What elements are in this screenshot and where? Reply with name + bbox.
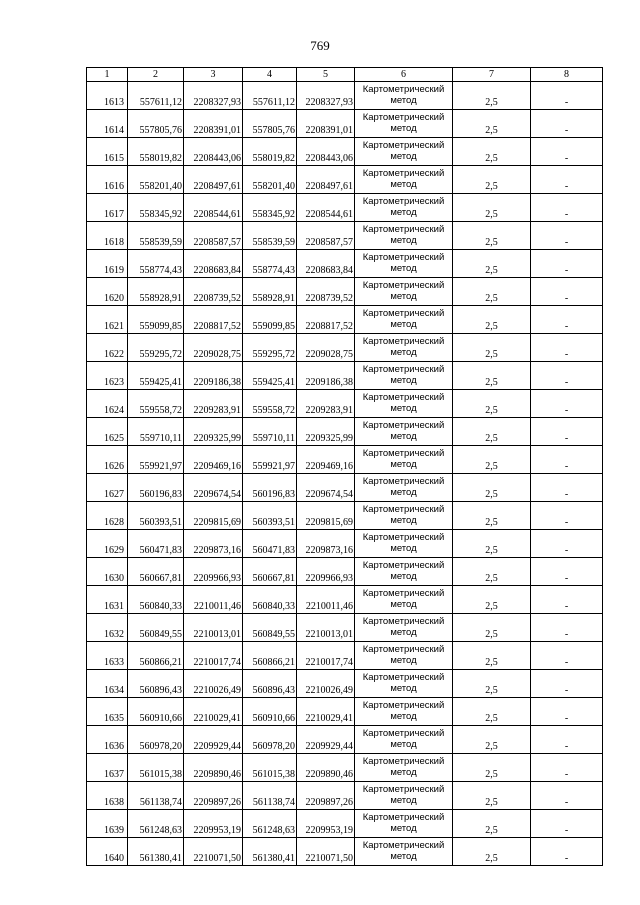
point-number-cell: 1627 — [87, 474, 128, 502]
y-coord-cell: 2209028,75 — [297, 334, 355, 362]
x-coord-cell: 560667,81 — [128, 558, 184, 586]
x-coord-cell: 560849,55 — [243, 614, 297, 642]
x-coord-cell: 559099,85 — [243, 306, 297, 334]
x-coord-cell: 560393,51 — [243, 502, 297, 530]
note-cell: - — [531, 446, 603, 474]
x-coord-cell: 557805,76 — [128, 110, 184, 138]
point-number-cell: 1616 — [87, 166, 128, 194]
y-coord-cell: 2208817,52 — [297, 306, 355, 334]
note-cell: - — [531, 558, 603, 586]
point-number-cell: 1637 — [87, 754, 128, 782]
x-coord-cell: 559558,72 — [243, 390, 297, 418]
x-coord-cell: 559710,11 — [128, 418, 184, 446]
note-cell: - — [531, 502, 603, 530]
method-cell: Картометрический метод — [355, 110, 453, 138]
method-cell: Картометрический метод — [355, 558, 453, 586]
header-cell: 7 — [453, 68, 531, 82]
method-cell: Картометрический метод — [355, 278, 453, 306]
table-row — [87, 502, 603, 530]
table-row — [87, 558, 603, 586]
method-cell: Картометрический метод — [355, 250, 453, 278]
accuracy-cell: 2,5 — [453, 586, 531, 614]
method-cell: Картометрический метод — [355, 138, 453, 166]
y-coord-cell: 2210026,49 — [297, 670, 355, 698]
note-cell: - — [531, 334, 603, 362]
x-coord-cell: 558019,82 — [128, 138, 184, 166]
header-cell: 4 — [243, 68, 297, 82]
x-coord-cell: 560849,55 — [128, 614, 184, 642]
point-number-cell: 1638 — [87, 782, 128, 810]
note-cell: - — [531, 614, 603, 642]
point-number-cell: 1621 — [87, 306, 128, 334]
x-coord-cell: 558345,92 — [243, 194, 297, 222]
accuracy-cell: 2,5 — [453, 278, 531, 306]
y-coord-cell: 2209890,46 — [297, 754, 355, 782]
coordinates-table — [86, 67, 603, 866]
method-cell: Картометрический метод — [355, 754, 453, 782]
y-coord-cell: 2208683,84 — [184, 250, 243, 278]
note-cell: - — [531, 278, 603, 306]
point-number-cell: 1617 — [87, 194, 128, 222]
method-cell: Картометрический метод — [355, 82, 453, 110]
note-cell: - — [531, 670, 603, 698]
method-cell: Картометрический метод — [355, 306, 453, 334]
point-number-cell: 1626 — [87, 446, 128, 474]
y-coord-cell: 2208327,93 — [184, 82, 243, 110]
table-row — [87, 306, 603, 334]
point-number-cell: 1631 — [87, 586, 128, 614]
x-coord-cell: 560910,66 — [128, 698, 184, 726]
x-coord-cell: 558539,59 — [128, 222, 184, 250]
table-row — [87, 614, 603, 642]
x-coord-cell: 558928,91 — [243, 278, 297, 306]
accuracy-cell: 2,5 — [453, 418, 531, 446]
method-cell: Картометрический метод — [355, 446, 453, 474]
table-row — [87, 586, 603, 614]
y-coord-cell: 2209897,26 — [184, 782, 243, 810]
x-coord-cell: 560840,33 — [128, 586, 184, 614]
table-row — [87, 782, 603, 810]
method-cell: Картометрический метод — [355, 838, 453, 866]
method-cell: Картометрический метод — [355, 810, 453, 838]
method-cell: Картометрический метод — [355, 726, 453, 754]
x-coord-cell: 561248,63 — [128, 810, 184, 838]
y-coord-cell: 2208587,57 — [184, 222, 243, 250]
y-coord-cell: 2209325,99 — [184, 418, 243, 446]
table-row — [87, 810, 603, 838]
y-coord-cell: 2209469,16 — [184, 446, 243, 474]
table-header-row — [87, 68, 603, 82]
y-coord-cell: 2209953,19 — [184, 810, 243, 838]
x-coord-cell: 560471,83 — [128, 530, 184, 558]
method-cell: Картометрический метод — [355, 334, 453, 362]
accuracy-cell: 2,5 — [453, 390, 531, 418]
y-coord-cell: 2208587,57 — [297, 222, 355, 250]
table-row — [87, 82, 603, 110]
method-cell: Картометрический метод — [355, 530, 453, 558]
accuracy-cell: 2,5 — [453, 138, 531, 166]
y-coord-cell: 2209186,38 — [184, 362, 243, 390]
point-number-cell: 1614 — [87, 110, 128, 138]
y-coord-cell: 2210013,01 — [297, 614, 355, 642]
x-coord-cell: 560471,83 — [243, 530, 297, 558]
header-cell: 3 — [184, 68, 243, 82]
x-coord-cell: 559710,11 — [243, 418, 297, 446]
x-coord-cell: 560393,51 — [128, 502, 184, 530]
table-row — [87, 446, 603, 474]
x-coord-cell: 560896,43 — [243, 670, 297, 698]
note-cell: - — [531, 642, 603, 670]
x-coord-cell: 560840,33 — [243, 586, 297, 614]
note-cell: - — [531, 586, 603, 614]
x-coord-cell: 557805,76 — [243, 110, 297, 138]
header-cell: 5 — [297, 68, 355, 82]
x-coord-cell: 558774,43 — [128, 250, 184, 278]
table-row — [87, 418, 603, 446]
note-cell: - — [531, 166, 603, 194]
point-number-cell: 1622 — [87, 334, 128, 362]
y-coord-cell: 2208497,61 — [184, 166, 243, 194]
table-body — [87, 68, 603, 866]
method-cell: Картометрический метод — [355, 474, 453, 502]
accuracy-cell: 2,5 — [453, 754, 531, 782]
method-cell: Картометрический метод — [355, 614, 453, 642]
note-cell: - — [531, 838, 603, 866]
y-coord-cell: 2209674,54 — [297, 474, 355, 502]
table-row — [87, 474, 603, 502]
y-coord-cell: 2209929,44 — [297, 726, 355, 754]
y-coord-cell: 2210013,01 — [184, 614, 243, 642]
y-coord-cell: 2209873,16 — [297, 530, 355, 558]
accuracy-cell: 2,5 — [453, 362, 531, 390]
y-coord-cell: 2208817,52 — [184, 306, 243, 334]
point-number-cell: 1636 — [87, 726, 128, 754]
x-coord-cell: 559099,85 — [128, 306, 184, 334]
accuracy-cell: 2,5 — [453, 110, 531, 138]
y-coord-cell: 2209966,93 — [184, 558, 243, 586]
y-coord-cell: 2209815,69 — [184, 502, 243, 530]
method-cell: Картометрический метод — [355, 390, 453, 418]
y-coord-cell: 2209966,93 — [297, 558, 355, 586]
method-cell: Картометрический метод — [355, 222, 453, 250]
table-row — [87, 670, 603, 698]
x-coord-cell: 560866,21 — [243, 642, 297, 670]
table-row — [87, 530, 603, 558]
y-coord-cell: 2210017,74 — [184, 642, 243, 670]
point-number-cell: 1625 — [87, 418, 128, 446]
accuracy-cell: 2,5 — [453, 558, 531, 586]
accuracy-cell: 2,5 — [453, 810, 531, 838]
y-coord-cell: 2208739,52 — [297, 278, 355, 306]
y-coord-cell: 2208443,06 — [297, 138, 355, 166]
point-number-cell: 1619 — [87, 250, 128, 278]
point-number-cell: 1634 — [87, 670, 128, 698]
point-number-cell: 1620 — [87, 278, 128, 306]
x-coord-cell: 560667,81 — [243, 558, 297, 586]
x-coord-cell: 560866,21 — [128, 642, 184, 670]
x-coord-cell: 559921,97 — [128, 446, 184, 474]
y-coord-cell: 2210029,41 — [184, 698, 243, 726]
table-row — [87, 754, 603, 782]
x-coord-cell: 559295,72 — [243, 334, 297, 362]
y-coord-cell: 2209674,54 — [184, 474, 243, 502]
x-coord-cell: 561248,63 — [243, 810, 297, 838]
x-coord-cell: 558774,43 — [243, 250, 297, 278]
table-row — [87, 138, 603, 166]
table-row — [87, 250, 603, 278]
accuracy-cell: 2,5 — [453, 222, 531, 250]
x-coord-cell: 561015,38 — [128, 754, 184, 782]
y-coord-cell: 2209469,16 — [297, 446, 355, 474]
point-number-cell: 1640 — [87, 838, 128, 866]
x-coord-cell: 559425,41 — [243, 362, 297, 390]
note-cell: - — [531, 810, 603, 838]
x-coord-cell: 560978,20 — [243, 726, 297, 754]
y-coord-cell: 2210011,46 — [297, 586, 355, 614]
x-coord-cell: 557611,12 — [243, 82, 297, 110]
x-coord-cell: 558928,91 — [128, 278, 184, 306]
x-coord-cell: 561138,74 — [128, 782, 184, 810]
note-cell: - — [531, 754, 603, 782]
y-coord-cell: 2208443,06 — [184, 138, 243, 166]
x-coord-cell: 557611,12 — [128, 82, 184, 110]
x-coord-cell: 558539,59 — [243, 222, 297, 250]
table-row — [87, 222, 603, 250]
method-cell: Картометрический метод — [355, 194, 453, 222]
method-cell: Картометрический метод — [355, 782, 453, 810]
y-coord-cell: 2210071,50 — [297, 838, 355, 866]
note-cell: - — [531, 194, 603, 222]
accuracy-cell: 2,5 — [453, 698, 531, 726]
table-row — [87, 194, 603, 222]
y-coord-cell: 2208391,01 — [184, 110, 243, 138]
method-cell: Картометрический метод — [355, 642, 453, 670]
y-coord-cell: 2208391,01 — [297, 110, 355, 138]
x-coord-cell: 560910,66 — [243, 698, 297, 726]
note-cell: - — [531, 138, 603, 166]
accuracy-cell: 2,5 — [453, 82, 531, 110]
accuracy-cell: 2,5 — [453, 726, 531, 754]
y-coord-cell: 2209953,19 — [297, 810, 355, 838]
header-cell: 1 — [87, 68, 128, 82]
point-number-cell: 1632 — [87, 614, 128, 642]
x-coord-cell: 561015,38 — [243, 754, 297, 782]
method-cell: Картометрический метод — [355, 502, 453, 530]
note-cell: - — [531, 530, 603, 558]
table-row — [87, 390, 603, 418]
y-coord-cell: 2210017,74 — [297, 642, 355, 670]
note-cell: - — [531, 726, 603, 754]
table-row — [87, 110, 603, 138]
x-coord-cell: 558201,40 — [128, 166, 184, 194]
accuracy-cell: 2,5 — [453, 474, 531, 502]
y-coord-cell: 2209897,26 — [297, 782, 355, 810]
y-coord-cell: 2208683,84 — [297, 250, 355, 278]
method-cell: Картометрический метод — [355, 670, 453, 698]
accuracy-cell: 2,5 — [453, 334, 531, 362]
table-row — [87, 838, 603, 866]
table-row — [87, 334, 603, 362]
point-number-cell: 1615 — [87, 138, 128, 166]
accuracy-cell: 2,5 — [453, 306, 531, 334]
accuracy-cell: 2,5 — [453, 838, 531, 866]
accuracy-cell: 2,5 — [453, 530, 531, 558]
point-number-cell: 1639 — [87, 810, 128, 838]
note-cell: - — [531, 82, 603, 110]
header-cell: 6 — [355, 68, 453, 82]
x-coord-cell: 559558,72 — [128, 390, 184, 418]
point-number-cell: 1630 — [87, 558, 128, 586]
x-coord-cell: 561138,74 — [243, 782, 297, 810]
y-coord-cell: 2209929,44 — [184, 726, 243, 754]
y-coord-cell: 2208544,61 — [184, 194, 243, 222]
x-coord-cell: 560196,83 — [128, 474, 184, 502]
table-row — [87, 698, 603, 726]
y-coord-cell: 2210026,49 — [184, 670, 243, 698]
note-cell: - — [531, 782, 603, 810]
note-cell: - — [531, 306, 603, 334]
y-coord-cell: 2209815,69 — [297, 502, 355, 530]
y-coord-cell: 2209283,91 — [297, 390, 355, 418]
x-coord-cell: 558345,92 — [128, 194, 184, 222]
table-row — [87, 726, 603, 754]
point-number-cell: 1613 — [87, 82, 128, 110]
table-row — [87, 362, 603, 390]
method-cell: Картометрический метод — [355, 166, 453, 194]
table-row — [87, 166, 603, 194]
y-coord-cell: 2209283,91 — [184, 390, 243, 418]
header-cell: 8 — [531, 68, 603, 82]
x-coord-cell: 559425,41 — [128, 362, 184, 390]
note-cell: - — [531, 222, 603, 250]
accuracy-cell: 2,5 — [453, 782, 531, 810]
x-coord-cell: 560978,20 — [128, 726, 184, 754]
method-cell: Картометрический метод — [355, 586, 453, 614]
note-cell: - — [531, 110, 603, 138]
page-number: 769 — [310, 38, 330, 53]
header-cell: 2 — [128, 68, 184, 82]
y-coord-cell: 2209873,16 — [184, 530, 243, 558]
x-coord-cell: 561380,41 — [128, 838, 184, 866]
accuracy-cell: 2,5 — [453, 446, 531, 474]
y-coord-cell: 2210029,41 — [297, 698, 355, 726]
point-number-cell: 1623 — [87, 362, 128, 390]
y-coord-cell: 2209890,46 — [184, 754, 243, 782]
y-coord-cell: 2210071,50 — [184, 838, 243, 866]
point-number-cell: 1618 — [87, 222, 128, 250]
x-coord-cell: 558019,82 — [243, 138, 297, 166]
point-number-cell: 1633 — [87, 642, 128, 670]
y-coord-cell: 2210011,46 — [184, 586, 243, 614]
note-cell: - — [531, 418, 603, 446]
method-cell: Картометрический метод — [355, 418, 453, 446]
x-coord-cell: 559295,72 — [128, 334, 184, 362]
point-number-cell: 1624 — [87, 390, 128, 418]
y-coord-cell: 2209028,75 — [184, 334, 243, 362]
point-number-cell: 1629 — [87, 530, 128, 558]
x-coord-cell: 559921,97 — [243, 446, 297, 474]
point-number-cell: 1628 — [87, 502, 128, 530]
y-coord-cell: 2208544,61 — [297, 194, 355, 222]
y-coord-cell: 2208739,52 — [184, 278, 243, 306]
point-number-cell: 1635 — [87, 698, 128, 726]
x-coord-cell: 560896,43 — [128, 670, 184, 698]
method-cell: Картометрический метод — [355, 362, 453, 390]
x-coord-cell: 561380,41 — [243, 838, 297, 866]
method-cell: Картометрический метод — [355, 698, 453, 726]
table-row — [87, 642, 603, 670]
table-row — [87, 278, 603, 306]
accuracy-cell: 2,5 — [453, 166, 531, 194]
accuracy-cell: 2,5 — [453, 614, 531, 642]
x-coord-cell: 558201,40 — [243, 166, 297, 194]
note-cell: - — [531, 474, 603, 502]
y-coord-cell: 2209325,99 — [297, 418, 355, 446]
note-cell: - — [531, 250, 603, 278]
note-cell: - — [531, 362, 603, 390]
accuracy-cell: 2,5 — [453, 670, 531, 698]
accuracy-cell: 2,5 — [453, 194, 531, 222]
x-coord-cell: 560196,83 — [243, 474, 297, 502]
note-cell: - — [531, 698, 603, 726]
y-coord-cell: 2208497,61 — [297, 166, 355, 194]
y-coord-cell: 2209186,38 — [297, 362, 355, 390]
accuracy-cell: 2,5 — [453, 250, 531, 278]
note-cell: - — [531, 390, 603, 418]
accuracy-cell: 2,5 — [453, 642, 531, 670]
accuracy-cell: 2,5 — [453, 502, 531, 530]
y-coord-cell: 2208327,93 — [297, 82, 355, 110]
